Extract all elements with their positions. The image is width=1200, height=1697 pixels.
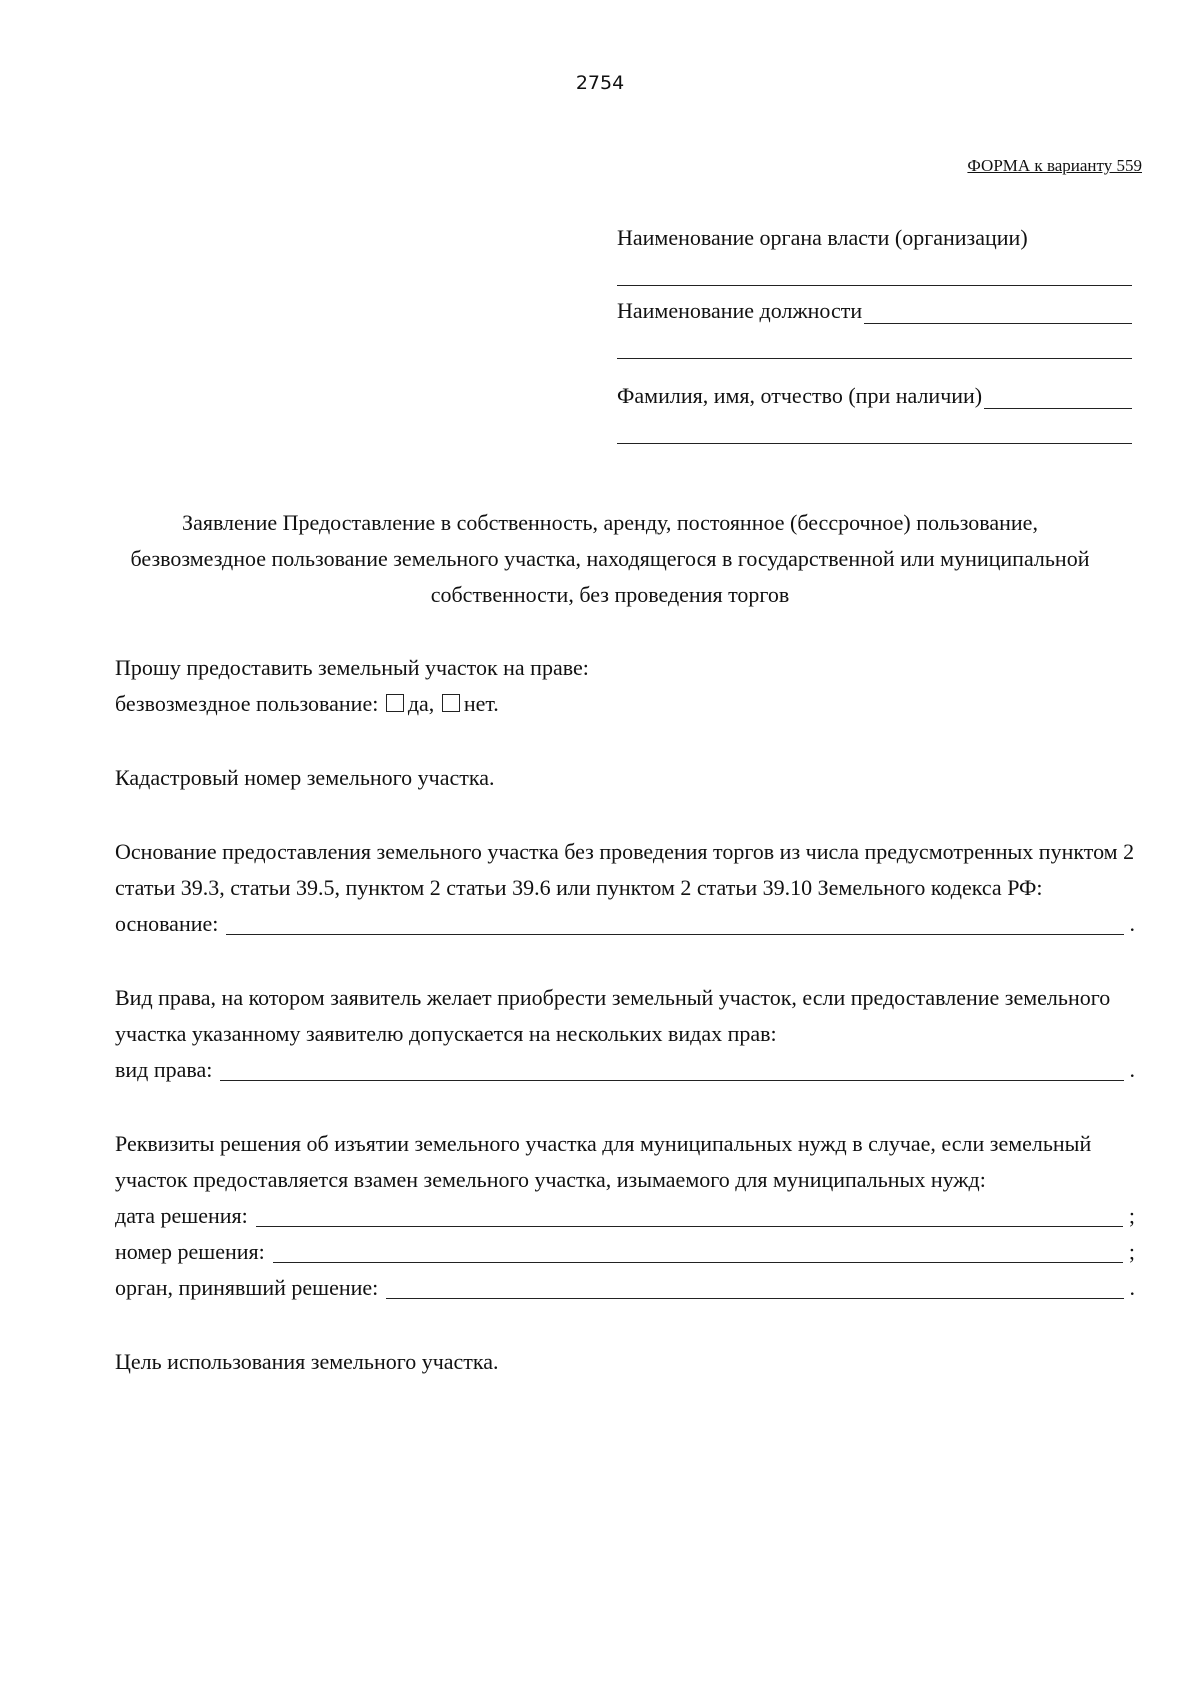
authority-label: Наименование органа власти (организации) [617, 225, 1028, 250]
free-use-label: безвозмездное пользование: [115, 691, 379, 716]
decision-date-sep: ; [1128, 1203, 1135, 1228]
free-use-row [115, 686, 1135, 722]
right-type-label: вид права: [115, 1057, 213, 1082]
basis-field[interactable] [226, 910, 1123, 935]
purpose-label: Цель использования земельного участка. [115, 1349, 499, 1374]
decision-number-sep: ; [1128, 1239, 1135, 1264]
decision-number-field[interactable] [273, 1238, 1123, 1263]
document-title: Заявление Предоставление в собственность, аренду, постоянное (бессрочное) пользование, безвозмездное пользование земельного участка, находящегося в государственной или муниципальной собственности, без проведения торгов [130, 510, 1090, 607]
form-body [115, 650, 1135, 1380]
right-type-row [115, 1052, 1135, 1088]
position-label: Наименование должности [617, 298, 863, 323]
decision-number-label: номер решения: [115, 1239, 265, 1264]
full-name-field-continued[interactable] [617, 409, 1132, 444]
full-name-field[interactable] [984, 384, 1132, 409]
addressee-block [617, 213, 1132, 444]
decision-date-field[interactable] [256, 1202, 1123, 1227]
option-yes-label: да, [407, 691, 435, 716]
right-type-text: Вид права, на котором заявитель желает приобрести земельный участок, если предоставление земельного участка указанному заявителю допускается на нескольких видах прав: [115, 985, 1111, 1046]
basis-end: . [1129, 911, 1135, 936]
withdrawal-text: Реквизиты решения об изъятии земельного участка для муниципальных нужд в случае, если земельный участок предоставляется взамен земельного участка, изымаемого для муниципальных нужд: [115, 1131, 1092, 1192]
basis-label: основание: [115, 911, 219, 936]
full-name-row [617, 371, 1132, 409]
position-field-continued[interactable] [617, 324, 1132, 359]
decision-authority-row [115, 1270, 1135, 1306]
basis-text: Основание предоставления земельного участка без проведения торгов из числа предусмотренных пунктом 2 статьи 39.3, статьи 39.5, пунктом 2 статьи 39.6 или пунктом 2 статьи 39.10 Земельного кодекса РФ: [115, 839, 1135, 900]
full-name-label: Фамилия, имя, отчество (при наличии) [617, 383, 983, 408]
decision-authority-label: орган, принявший решение: [115, 1275, 379, 1300]
position-field[interactable] [864, 299, 1132, 324]
page-number: 2754 [575, 72, 625, 94]
checkbox-yes[interactable] [386, 694, 404, 712]
cadastral-label: Кадастровый номер земельного участка. [115, 765, 495, 790]
decision-number-row [115, 1234, 1135, 1270]
basis-row [115, 906, 1135, 942]
authority-field[interactable] [617, 251, 1132, 286]
checkbox-no[interactable] [442, 694, 460, 712]
decision-date-row [115, 1198, 1135, 1234]
option-no-label: нет. [463, 691, 499, 716]
right-type-end: . [1129, 1057, 1135, 1082]
decision-authority-end: . [1129, 1275, 1135, 1300]
form-reference: ФОРМА к варианту 559 [967, 156, 1142, 175]
request-line: Прошу предоставить земельный участок на праве: [115, 655, 589, 680]
right-type-field[interactable] [220, 1056, 1123, 1081]
decision-date-label: дата решения: [115, 1203, 248, 1228]
position-row [617, 286, 1132, 324]
decision-authority-field[interactable] [386, 1274, 1123, 1299]
